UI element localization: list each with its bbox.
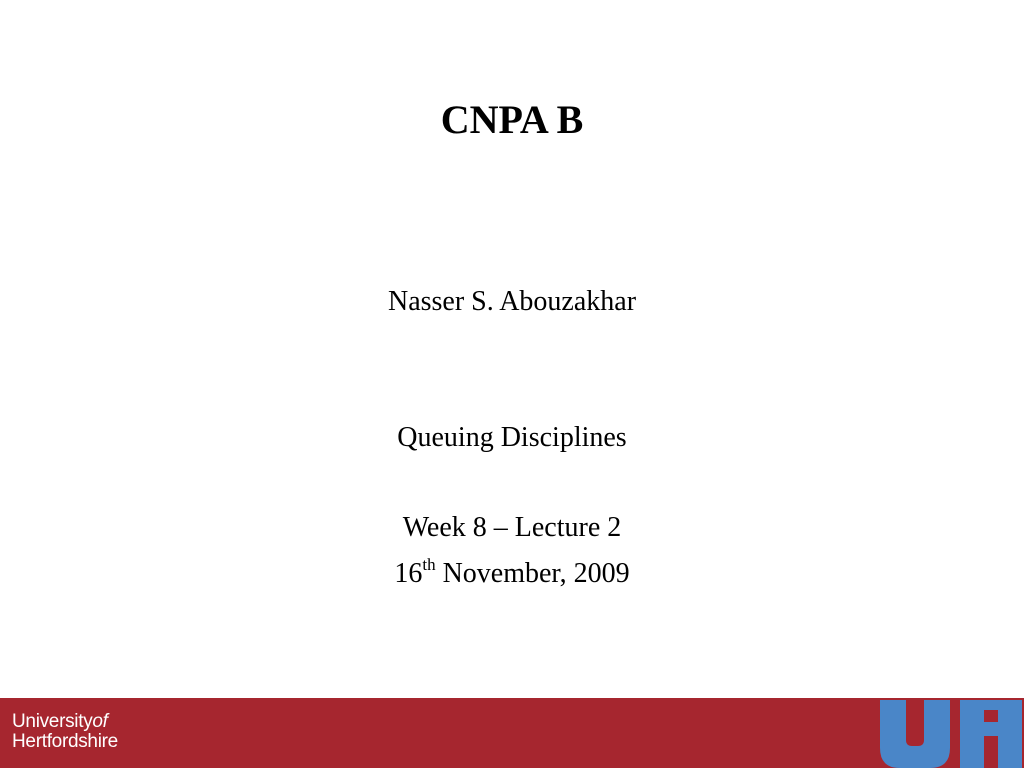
footer-bar bbox=[0, 698, 1024, 768]
lecture-date bbox=[0, 556, 1024, 592]
logo-hertfordshire: Hertfordshire bbox=[12, 731, 118, 752]
slide-title: CNPA B bbox=[440, 97, 584, 142]
university-logo bbox=[12, 712, 118, 752]
logo-of: of bbox=[92, 711, 108, 732]
author-name: Nasser S. Abouzakhar bbox=[387, 286, 637, 317]
date-day: 16 bbox=[394, 558, 423, 589]
date-suffix: th bbox=[422, 554, 436, 574]
uh-logo-icon bbox=[878, 700, 1024, 768]
date-rest: November, 2009 bbox=[435, 558, 630, 589]
week-lecture: Week 8 – Lecture 2 bbox=[402, 512, 622, 543]
lecture-topic: Queuing Disciplines bbox=[397, 422, 627, 453]
logo-line-1 bbox=[12, 712, 118, 732]
logo-university: University bbox=[12, 711, 93, 732]
